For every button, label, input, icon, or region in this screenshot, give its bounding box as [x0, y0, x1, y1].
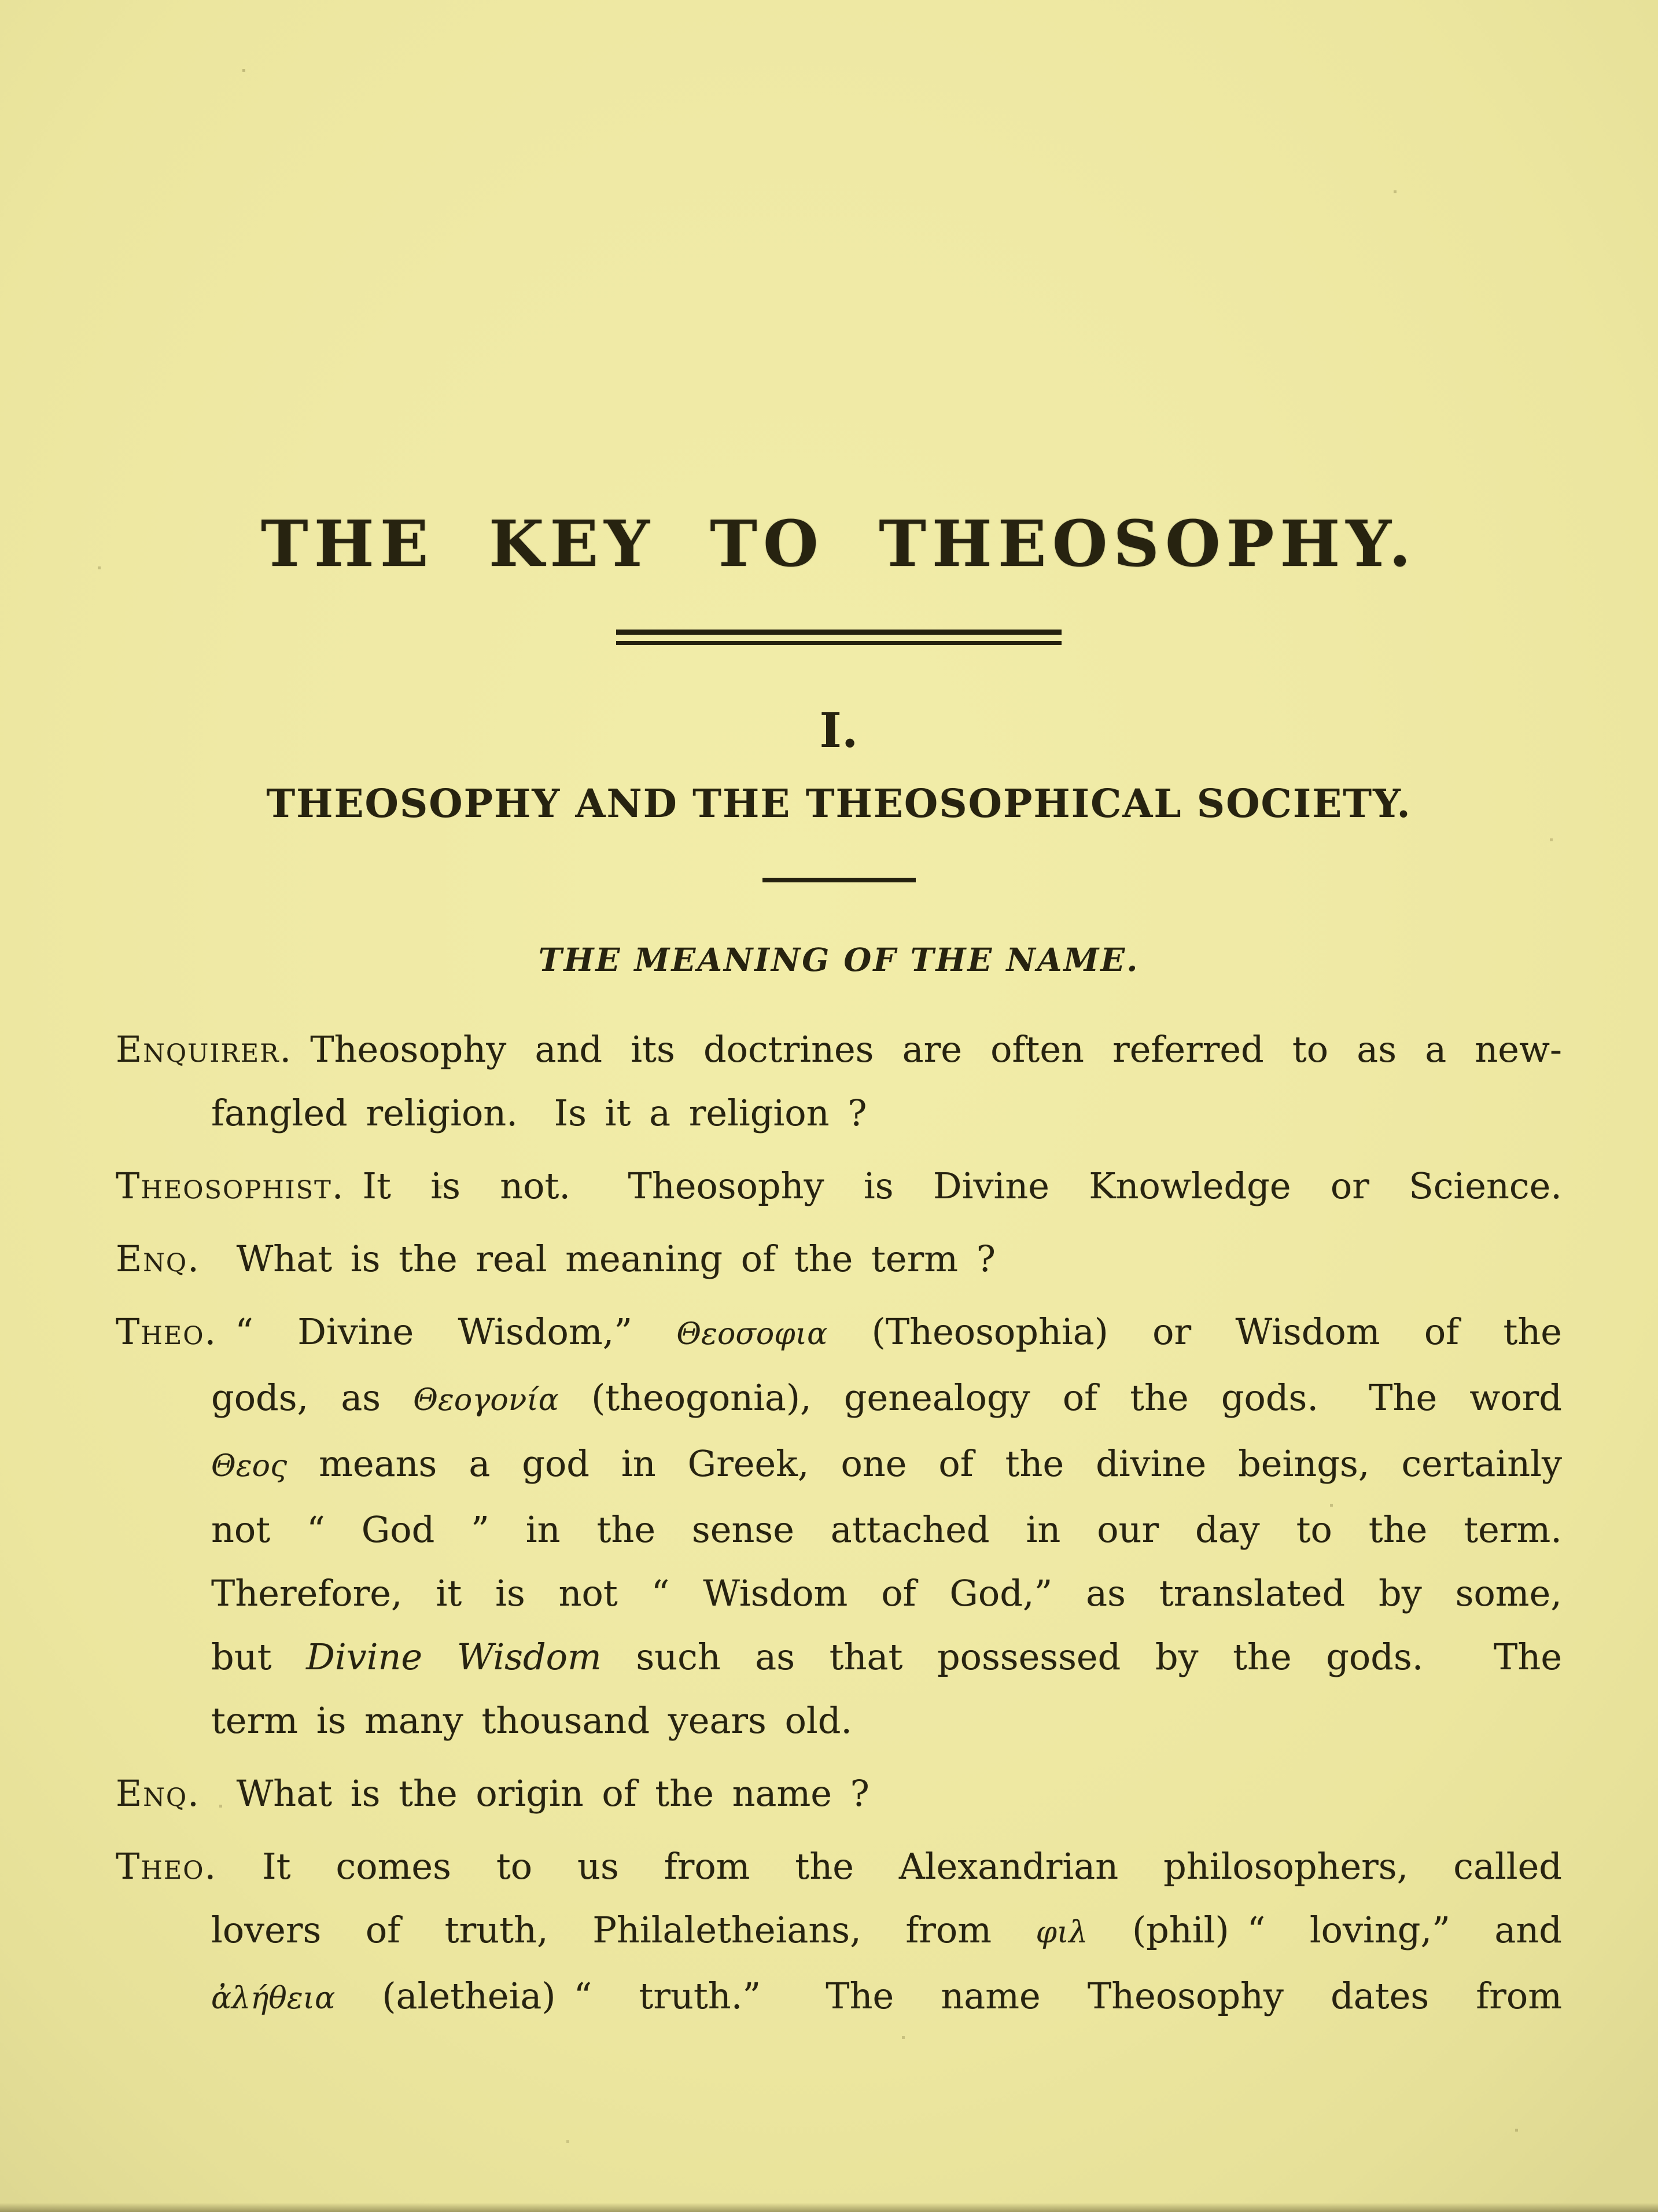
section-title: THE MEANING OF THE NAME.: [538, 941, 1140, 978]
page-bottom-shadow: [0, 2203, 1658, 2212]
dialogue-paragraph: [116, 1762, 1562, 1825]
speaker-label: Theo.: [116, 1845, 218, 1887]
dialogue-line: [116, 1762, 1562, 1825]
greek-term: φιλ: [1036, 1915, 1088, 1950]
speaker-label: Enquirer.: [116, 1028, 293, 1070]
text-run: Therefore, it is not “ Wisdom of God,” as translated by some,: [211, 1572, 1562, 1614]
paper-specks: [0, 0, 2, 2]
text-run: fangled religion. Is it a religion ?: [211, 1092, 867, 1134]
text-run: What is the origin of the name ?: [200, 1772, 869, 1814]
text-run: (phil) “ loving,” and: [1088, 1909, 1562, 1951]
page-content: [116, 0, 1562, 2030]
text-run: gods, as: [211, 1376, 414, 1419]
dialogue-line: [211, 1366, 1562, 1432]
greek-term: Θεος: [211, 1449, 288, 1484]
greek-term: Θεογονία: [413, 1383, 559, 1418]
text-run: but: [211, 1636, 307, 1678]
chapter-number: I.: [819, 703, 859, 759]
text-run: not “ God ” in the sense attached in our day to the term.: [211, 1508, 1562, 1551]
text-run: means a god in Greek, one of the divine beings, certainly: [287, 1442, 1562, 1485]
speaker-label: Enq.: [116, 1772, 200, 1814]
text-run: (aletheia) “ truth.” The name Theosophy dates from: [335, 1975, 1562, 2017]
section-rule: [762, 878, 916, 882]
text-run: What is the real meaning of the term ?: [200, 1238, 996, 1280]
text-run: It comes to us from the Alexandrian philosophers, called: [217, 1845, 1562, 1887]
text-run: “ Divine Wisdom,”: [217, 1311, 677, 1353]
text-run: term is many thousand years old.: [211, 1699, 853, 1742]
dialogue-line: [116, 1018, 1562, 1081]
text-run: It is not. Theosophy is Divine Knowledge or Science.: [344, 1165, 1562, 1207]
dialogue-line: [211, 1432, 1562, 1498]
text-run: lovers of truth, Philaletheians, from: [211, 1909, 1036, 1951]
text-run: such as that possessed by the gods. The: [601, 1636, 1563, 1678]
speaker-label: Theo.: [116, 1311, 218, 1353]
dialogue-line: [211, 1964, 1562, 2030]
dialogue-paragraph: [116, 1300, 1562, 1753]
chapter-title: THEOSOPHY AND THE THEOSOPHICAL SOCIETY.: [266, 781, 1412, 826]
text-run: (Theosophia) or Wisdom of the: [827, 1311, 1562, 1353]
emphasis: Divine Wisdom: [306, 1636, 602, 1678]
book-title: THE KEY TO THEOSOPHY.: [260, 506, 1417, 581]
dialogue-line: [116, 1835, 1562, 1898]
dialogue-line: [211, 1498, 1562, 1562]
dialogue-line: [211, 1081, 1562, 1145]
dialogue-line: [116, 1154, 1562, 1218]
greek-term: Θεοσοφια: [676, 1317, 828, 1352]
dialogue-line: [116, 1227, 1562, 1291]
dialogue-line: [211, 1625, 1562, 1689]
text-run: (theogonia), genealogy of the gods. The word: [558, 1376, 1562, 1419]
dialogue-paragraph: [116, 1227, 1562, 1291]
speaker-label: Enq.: [116, 1238, 200, 1280]
dialogue-paragraph: [116, 1835, 1562, 2030]
dialogue-text: [116, 1018, 1562, 2030]
dialogue-paragraph: [116, 1018, 1562, 1145]
greek-term: ἀλήθεια: [211, 1981, 336, 2016]
dialogue-line: [211, 1562, 1562, 1625]
dialogue-line: [211, 1689, 1562, 1753]
dialogue-line: [211, 1898, 1562, 1964]
double-rule: [616, 630, 1062, 645]
speaker-label: Theosophist.: [116, 1165, 345, 1207]
dialogue-paragraph: [116, 1154, 1562, 1218]
text-run: Theosophy and its doctrines are often referred to as a new-: [292, 1028, 1562, 1070]
dialogue-line: [116, 1300, 1562, 1366]
